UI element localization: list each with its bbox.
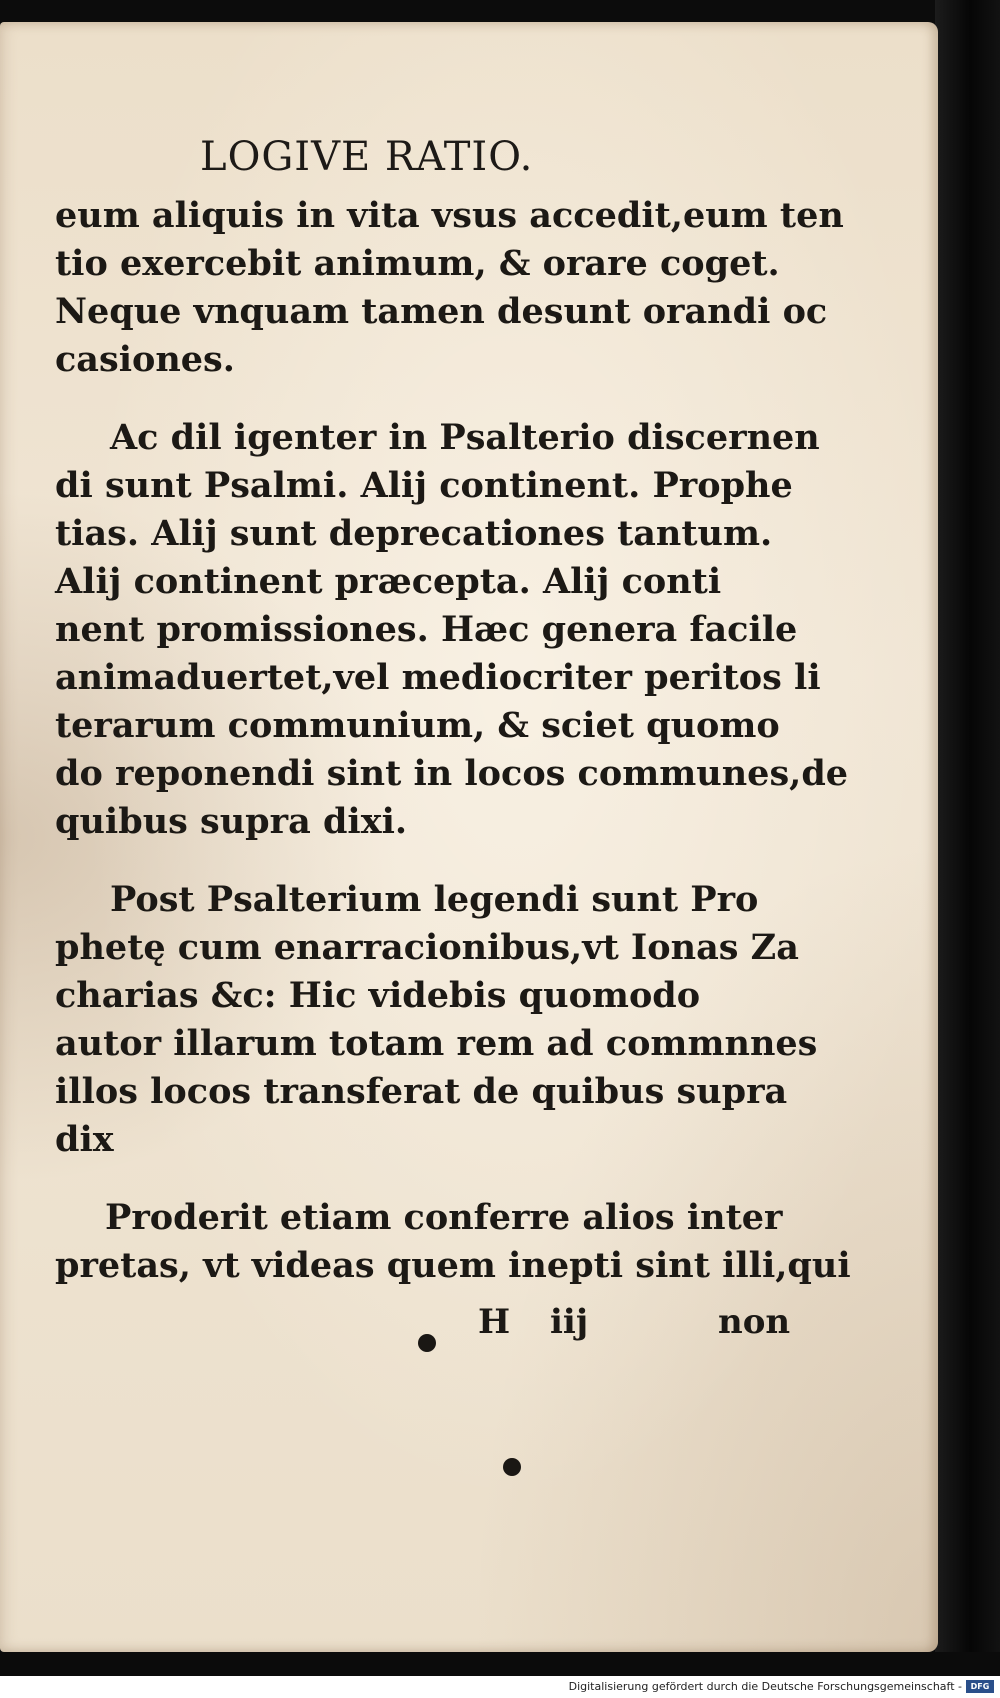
text-line: charias &c: Hic videbis quomodo (55, 975, 701, 1016)
book-cover-edge (935, 0, 1000, 1660)
paragraph-3 (55, 876, 818, 1164)
text-line: casiones. (55, 339, 235, 380)
ink-dot (503, 1458, 521, 1476)
text-line: Neque vnquam tamen desunt orandi oc (55, 291, 828, 332)
digitization-footer (0, 1676, 1000, 1698)
text-line: phetę cum enarracionibus,vt Ionas Za (55, 927, 799, 968)
text-line: tias. Alij sunt deprecationes tantum. (55, 513, 773, 554)
text-line: eum aliquis in vita vsus accedit,eum ten (55, 195, 844, 236)
text-line: nent promissiones. Hæc genera facile (55, 609, 798, 650)
scan-background-strip (0, 1652, 1000, 1676)
text-line: pretas, vt videas quem inepti sint illi,qui (55, 1245, 851, 1286)
text-line: Ac dil igenter in Psalterio discernen (110, 417, 820, 458)
dfg-logo: DFG (966, 1680, 994, 1693)
paragraph-4 (55, 1194, 851, 1290)
text-line: terarum communium, & sciet quomo (55, 705, 780, 746)
ink-dot (418, 1334, 436, 1352)
signature-mark: H (478, 1302, 511, 1342)
book-page (0, 22, 938, 1652)
text-line: tio exercebit animum, & orare coget. (55, 243, 780, 284)
text-line: illos locos transferat de quibus supra (55, 1071, 788, 1112)
text-line: quibus supra dixi. (55, 801, 408, 842)
text-line: di sunt Psalmi. Alij continent. Prophe (55, 465, 793, 506)
text-line: Proderit etiam conferre alios inter (105, 1197, 783, 1238)
signature-line (0, 1302, 830, 1352)
text-line: dix (55, 1119, 114, 1160)
text-line: do reponendi sint in locos communes,de (55, 753, 849, 794)
text-line: Post Psalterium legendi sunt Pro (110, 879, 759, 920)
running-head: LOGIVE RATIO. (200, 134, 534, 180)
paragraph-1 (55, 192, 844, 384)
catchword: non (718, 1302, 791, 1342)
text-line: animaduertet,vel mediocriter peritos li (55, 657, 821, 698)
funding-credit: Digitalisierung gefördert durch die Deutsche Forschungsgemeinschaft - (568, 1680, 962, 1693)
text-line: autor illarum totam rem ad commnnes (55, 1023, 818, 1064)
paragraph-2 (55, 414, 849, 846)
body-text (55, 192, 851, 1320)
text-line: Alij continent præcepta. Alij conti (55, 561, 722, 602)
signature-number: iij (550, 1302, 589, 1342)
